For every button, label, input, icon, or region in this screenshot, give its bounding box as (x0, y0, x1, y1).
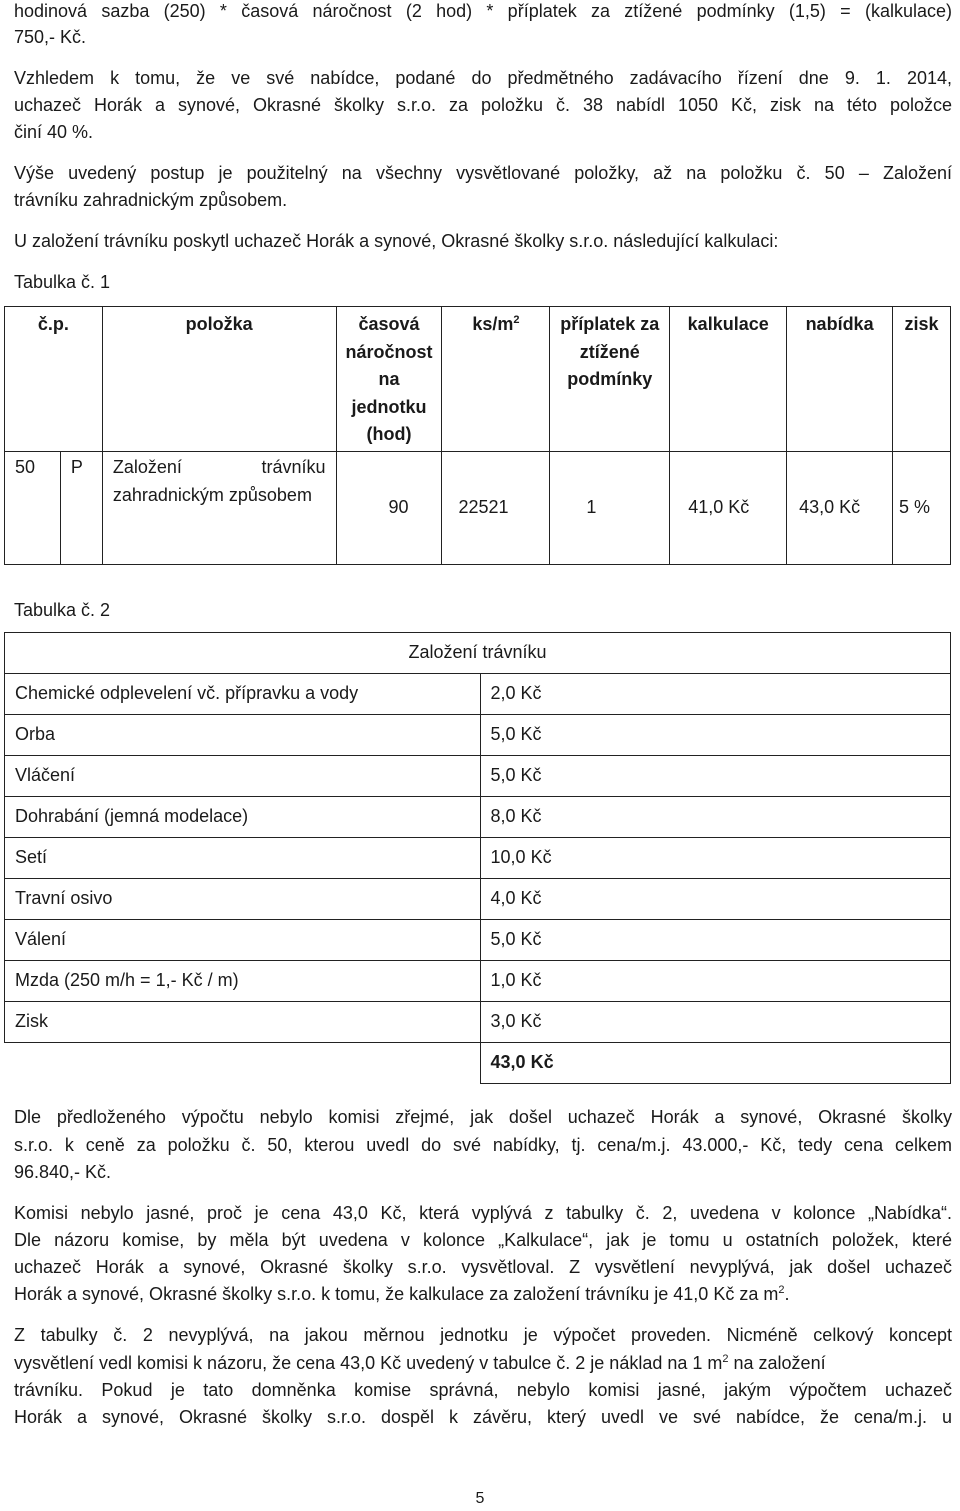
paragraph-line: hodinová sazba (250) * časová náročnost (2 hod) * příplatek za ztížené podmínky (1,5) = (kalkulace) (14, 1, 952, 21)
table2 (4, 632, 951, 1084)
row-value: 10,0 Kč (480, 838, 950, 879)
header-zisk: zisk (893, 307, 951, 452)
paragraph-line: trávníku zahradnickým způsobem. (14, 190, 288, 210)
paragraph-line: U založení trávníku poskytl uchazeč Horák a synové, Okrasné školky s.r.o. následující kalkulaci: (14, 231, 779, 251)
table-row (5, 715, 951, 756)
table-row (5, 920, 951, 961)
row-label: Zisk (5, 1002, 481, 1043)
row-value: 8,0 Kč (480, 797, 950, 838)
paragraph-line: 96.840,- Kč. (14, 1162, 112, 1182)
table2-total: 43,0 Kč (480, 1043, 950, 1084)
row-label: Chemické odplevelení vč. přípravku a vody (5, 674, 481, 715)
header-polozka: položka (102, 307, 336, 452)
header-ks: $ks/m^2$ (442, 307, 550, 452)
paragraph-line: Komisi nebylo jasné, proč je cena 43,0 Kč, která vyplývá z tabulky č. 2, uvedena v kolonce „Nabídka“. (14, 1203, 952, 1223)
table-row (5, 797, 951, 838)
header-priplatek: příplatek za ztížené podmínky (550, 307, 670, 452)
table-row (5, 838, 951, 879)
header-kalkulace: kalkulace (670, 307, 787, 452)
table-row (5, 961, 951, 1002)
table2-title: Založení trávníku (5, 633, 951, 674)
cell-priplatek: 1 (550, 452, 670, 565)
row-label: Mzda (250 m/h = 1,- Kč / m) (5, 961, 481, 1002)
row-value: 5,0 Kč (480, 756, 950, 797)
paragraph-line: Dle názoru komise, by měla být uvedena v kolonce „Kalkulace“, jak je tomu u ostatních položek, které (14, 1230, 952, 1250)
table-row (5, 1002, 951, 1043)
paragraph-line: Horák a synové, Okrasné školky s.r.o. dospěl k závěru, který uvedl ve své nabídce, že cena/m.j. u (14, 1407, 952, 1427)
row-label: Dohrabání (jemná modelace) (5, 797, 481, 838)
header-nabidka: nabídka (787, 307, 893, 452)
row-value: 5,0 Kč (480, 715, 950, 756)
row-label: Válení (5, 920, 481, 961)
row-value: 4,0 Kč (480, 879, 950, 920)
cell-casova: 90 (336, 452, 442, 565)
table2-caption: Tabulka č. 2 (14, 600, 111, 620)
paragraph-line: uchazeč Horák a synové, Okrasné školky s.r.o. vysvětloval. Z vysvětlení nevyplývá, jak došel uchazeč (14, 1257, 952, 1277)
row-value: 1,0 Kč (480, 961, 950, 1002)
paragraph-line: Horák a synové, Okrasné školky s.r.o. k tomu, že kalkulace za založení trávníku je 41,0 Kč za $m^2$. (14, 1284, 790, 1304)
row-label: Travní osivo (5, 879, 481, 920)
page-number: 5 (475, 1490, 485, 1507)
paragraph-line: vysvětlení vedl komisi k názoru, že cena 43,0 Kč uvedený v tabulce č. 2 je náklad na 1 $m^2$ na založení (14, 1353, 826, 1373)
paragraph-line: 750,- Kč. (14, 27, 87, 47)
table-row (5, 674, 951, 715)
cell-type: P (60, 452, 102, 565)
paragraph-line: Vzhledem k tomu, že ve své nabídce, podané do předmětného zadávacího řízení dne 9. 1. 2014, (14, 68, 952, 88)
cell-nabidka: 43,0 Kč (787, 452, 893, 565)
paragraph-line: Z tabulky č. 2 nevyplývá, na jakou měrnou jednotku je výpočet proveden. Nicméně celkový koncept (14, 1325, 952, 1345)
paragraph-line: s.r.o. k ceně za položku č. 50, kterou uvedl do své nabídky, tj. cena/m.j. 43.000,- Kč, tedy cena celkem (14, 1135, 952, 1155)
cell-zisk: 5 % (893, 452, 951, 565)
cell-cp: 50 (5, 452, 61, 565)
paragraph-line: Výše uvedený postup je použitelný na všechny vysvětlované položky, až na položku č. 50 – Založení (14, 163, 952, 183)
header-cp: č.p. (5, 307, 103, 452)
table-row (5, 452, 951, 565)
table1-caption: Tabulka č. 1 (14, 272, 111, 292)
row-value: 2,0 Kč (480, 674, 950, 715)
table1 (4, 306, 951, 565)
row-value: 5,0 Kč (480, 920, 950, 961)
header-casova: časová náročnost na jednotku (hod) (336, 307, 442, 452)
row-label: Vláčení (5, 756, 481, 797)
paragraph-line: Dle předloženého výpočtu nebylo komisi zřejmé, jak došel uchazeč Horák a synové, Okrasné školky (14, 1107, 952, 1127)
cell-kalkulace: 41,0 Kč (670, 452, 787, 565)
table-row (5, 879, 951, 920)
paragraph-line: uchazeč Horák a synové, Okrasné školky s.r.o. za položku č. 38 nabídl 1050 Kč, zisk na této položce (14, 95, 952, 115)
cell-ks: 22521 (442, 452, 550, 565)
paragraph-line: trávníku. Pokud je tato domněnka komise správná, nebylo komisi jasné, jakým výpočtem uchazeč (14, 1380, 952, 1400)
paragraph-line: činí 40 %. (14, 122, 94, 142)
row-value: 3,0 Kč (480, 1002, 950, 1043)
table2-empty-cell (5, 1043, 481, 1084)
row-label: Setí (5, 838, 481, 879)
row-label: Orba (5, 715, 481, 756)
cell-polozka: Založení trávníku zahradnickým způsobem (102, 452, 336, 565)
table-row (5, 756, 951, 797)
